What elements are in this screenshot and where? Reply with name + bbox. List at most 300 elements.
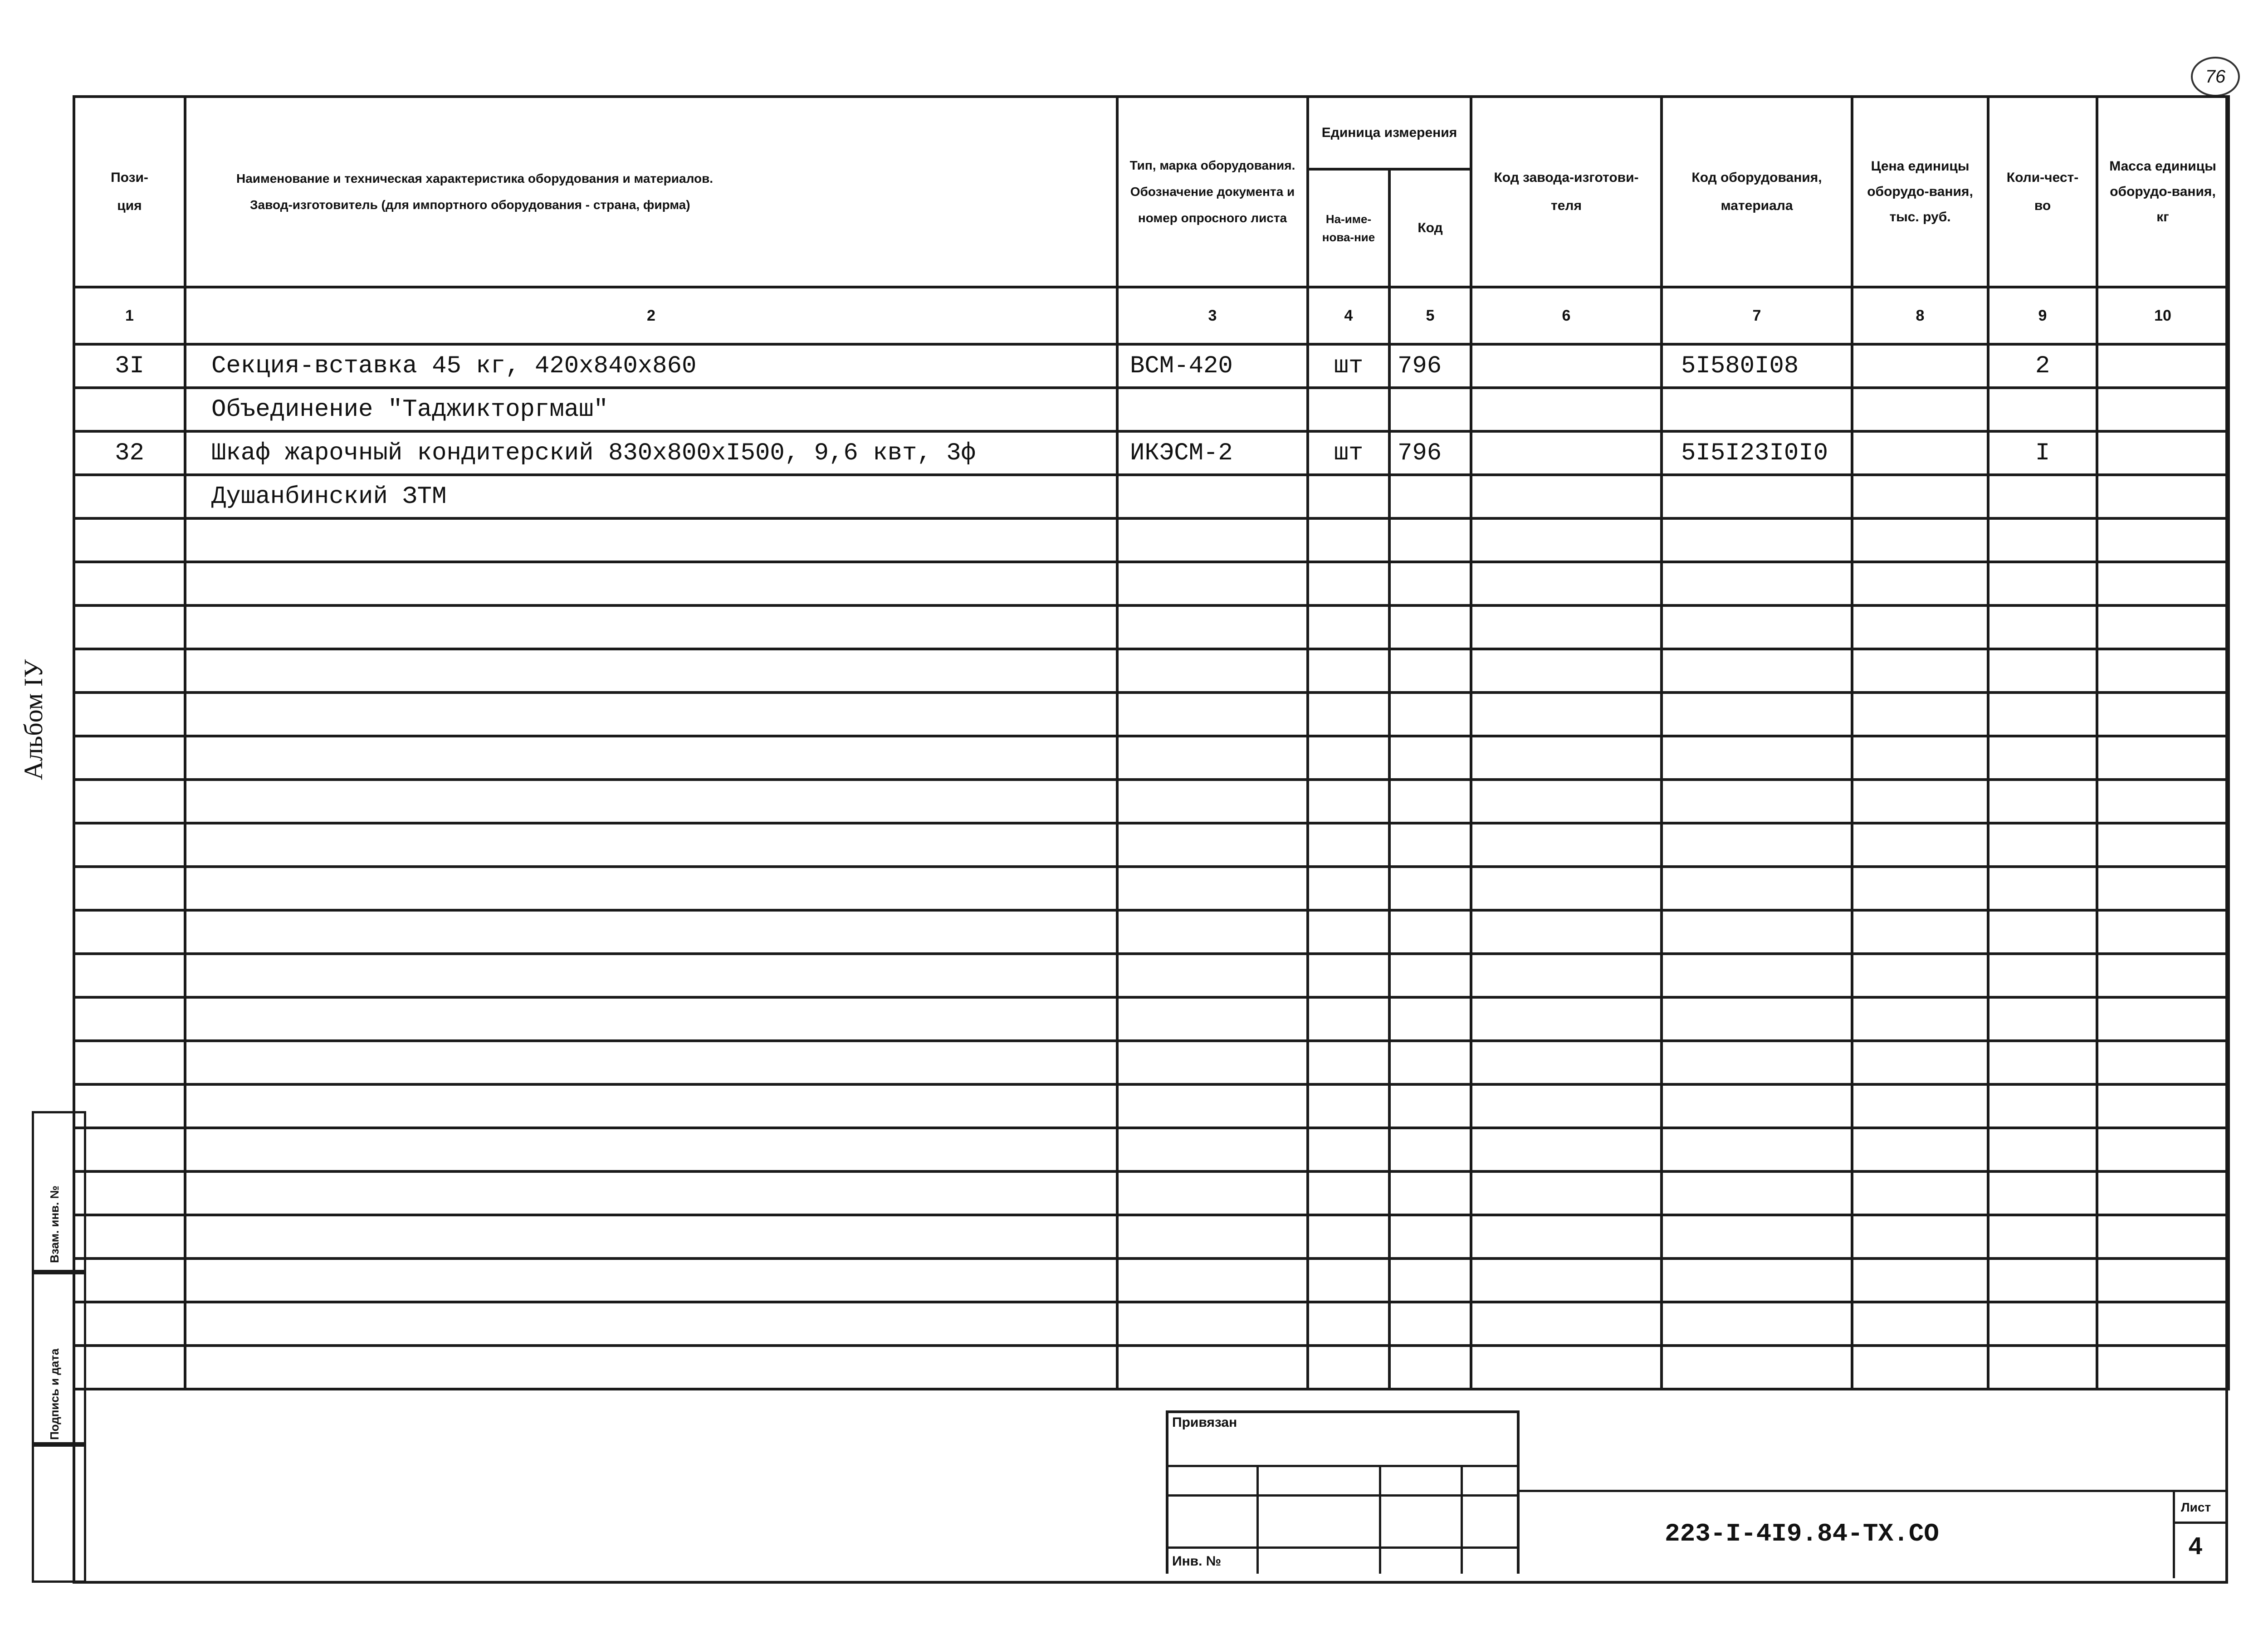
empty-cell bbox=[74, 1302, 185, 1346]
empty-cell bbox=[2097, 1258, 2229, 1302]
column-number: 3 bbox=[1117, 287, 1308, 344]
empty-cell bbox=[1389, 1128, 1471, 1171]
empty-cell bbox=[185, 910, 1117, 954]
table-row bbox=[74, 388, 2229, 431]
empty-cell bbox=[1117, 823, 1308, 867]
empty-cell bbox=[1117, 1215, 1308, 1258]
empty-cell bbox=[74, 1084, 185, 1128]
empty-cell bbox=[1988, 649, 2097, 693]
empty-cell bbox=[185, 867, 1117, 910]
empty-cell bbox=[1389, 649, 1471, 693]
empty-cell bbox=[1988, 562, 2097, 605]
empty-cell bbox=[1308, 518, 1389, 562]
cell-name: Объединение "Таджикторгмаш" bbox=[185, 388, 1117, 431]
header-name bbox=[185, 97, 1117, 287]
empty-cell bbox=[74, 605, 185, 649]
empty-cell bbox=[1852, 1302, 1988, 1346]
header-quantity: Коли-чест-во bbox=[1988, 97, 2097, 287]
empty-cell bbox=[74, 823, 185, 867]
empty-cell bbox=[1471, 518, 1662, 562]
column-number: 9 bbox=[1988, 287, 2097, 344]
empty-cell bbox=[1117, 867, 1308, 910]
empty-cell bbox=[1471, 1346, 1662, 1389]
header-name-line2: Завод-изготовитель (для импортного оборудования - страна, фирма) bbox=[250, 198, 690, 212]
empty-cell bbox=[1308, 649, 1389, 693]
empty-cell bbox=[1308, 1128, 1389, 1171]
empty-cell bbox=[1662, 910, 1852, 954]
empty-cell bbox=[185, 1041, 1117, 1084]
album-label: Альбом IУ bbox=[19, 659, 48, 780]
empty-cell bbox=[1389, 1041, 1471, 1084]
empty-cell bbox=[1988, 1346, 2097, 1389]
table-row-empty bbox=[74, 1084, 2229, 1128]
specification-table bbox=[73, 95, 2230, 1390]
empty-cell bbox=[1662, 1258, 1852, 1302]
cell-quantity: I bbox=[1988, 431, 2097, 475]
empty-cell bbox=[1852, 910, 1988, 954]
empty-cell bbox=[185, 1346, 1117, 1389]
empty-cell bbox=[74, 954, 185, 997]
empty-cell bbox=[1471, 693, 1662, 736]
empty-cell bbox=[1988, 693, 2097, 736]
empty-cell bbox=[1308, 736, 1389, 780]
empty-cell bbox=[1471, 1302, 1662, 1346]
cell-mass bbox=[2097, 344, 2229, 388]
cell-mass bbox=[2097, 475, 2229, 518]
cell-plant-code bbox=[1471, 431, 1662, 475]
empty-cell bbox=[74, 780, 185, 823]
empty-cell bbox=[1389, 1084, 1471, 1128]
empty-cell bbox=[1471, 954, 1662, 997]
empty-cell bbox=[1471, 736, 1662, 780]
empty-cell bbox=[2097, 605, 2229, 649]
empty-cell bbox=[1852, 1084, 1988, 1128]
empty-cell bbox=[1852, 736, 1988, 780]
empty-cell bbox=[1389, 693, 1471, 736]
empty-cell bbox=[1988, 780, 2097, 823]
empty-cell bbox=[1988, 1128, 2097, 1171]
table-row-empty bbox=[74, 1346, 2229, 1389]
empty-cell bbox=[1117, 954, 1308, 997]
empty-cell bbox=[1389, 1346, 1471, 1389]
cell-equipment-code: 5I580I08 bbox=[1662, 344, 1852, 388]
empty-cell bbox=[1852, 780, 1988, 823]
empty-cell bbox=[74, 1041, 185, 1084]
empty-cell bbox=[1308, 693, 1389, 736]
column-number: 6 bbox=[1471, 287, 1662, 344]
empty-cell bbox=[1117, 1084, 1308, 1128]
empty-cell bbox=[1308, 867, 1389, 910]
table-row-empty bbox=[74, 823, 2229, 867]
cell-unit: шт bbox=[1308, 431, 1389, 475]
empty-cell bbox=[1662, 780, 1852, 823]
header-type: Тип, марка оборудования. Обозначение документа и номер опросного листа bbox=[1117, 97, 1308, 287]
empty-cell bbox=[1117, 997, 1308, 1041]
empty-cell bbox=[1471, 1041, 1662, 1084]
empty-cell bbox=[1471, 1128, 1662, 1171]
table-row-empty bbox=[74, 1171, 2229, 1215]
empty-cell bbox=[1308, 997, 1389, 1041]
column-number-row bbox=[74, 287, 2229, 344]
page-corner-mark: 76 bbox=[2191, 57, 2240, 97]
cell-quantity bbox=[1988, 388, 2097, 431]
empty-cell bbox=[1471, 910, 1662, 954]
empty-cell bbox=[185, 1084, 1117, 1128]
cell-type: ИКЭСМ-2 bbox=[1117, 431, 1308, 475]
empty-cell bbox=[1308, 1346, 1389, 1389]
empty-cell bbox=[1389, 605, 1471, 649]
cell-quantity bbox=[1988, 475, 2097, 518]
cell-equipment-code: 5I5I23I0I0 bbox=[1662, 431, 1852, 475]
empty-cell bbox=[185, 997, 1117, 1041]
header-position: Пози- ция bbox=[74, 97, 185, 287]
sheet-cell-divider bbox=[2173, 1522, 2225, 1524]
empty-cell bbox=[1308, 1302, 1389, 1346]
table-row-empty bbox=[74, 649, 2229, 693]
cell-equipment-code bbox=[1662, 388, 1852, 431]
empty-cell bbox=[1471, 867, 1662, 910]
empty-cell bbox=[1852, 518, 1988, 562]
empty-cell bbox=[1389, 823, 1471, 867]
table-row-empty bbox=[74, 693, 2229, 736]
empty-cell bbox=[2097, 1041, 2229, 1084]
stamp-signature-date-label: Подпись и дата bbox=[48, 1348, 61, 1440]
table-row-empty bbox=[74, 867, 2229, 910]
empty-cell bbox=[2097, 780, 2229, 823]
cell-unit-code: 796 bbox=[1389, 344, 1471, 388]
empty-cell bbox=[1852, 693, 1988, 736]
empty-cell bbox=[2097, 1128, 2229, 1171]
empty-cell bbox=[1988, 997, 2097, 1041]
empty-cell bbox=[1117, 1302, 1308, 1346]
empty-cell bbox=[74, 649, 185, 693]
empty-cell bbox=[1117, 1171, 1308, 1215]
table-row-empty bbox=[74, 1215, 2229, 1258]
empty-cell bbox=[1389, 1215, 1471, 1258]
empty-cell bbox=[1471, 1084, 1662, 1128]
empty-cell bbox=[1988, 605, 2097, 649]
empty-cell bbox=[2097, 693, 2229, 736]
empty-cell bbox=[1471, 1171, 1662, 1215]
table-row-empty bbox=[74, 997, 2229, 1041]
empty-cell bbox=[1988, 1215, 2097, 1258]
cell-price bbox=[1852, 344, 1988, 388]
empty-cell bbox=[1117, 649, 1308, 693]
table-row-empty bbox=[74, 1302, 2229, 1346]
empty-cell bbox=[2097, 823, 2229, 867]
empty-cell bbox=[1662, 649, 1852, 693]
empty-cell bbox=[1389, 736, 1471, 780]
empty-cell bbox=[2097, 1215, 2229, 1258]
empty-cell bbox=[74, 1171, 185, 1215]
empty-cell bbox=[1852, 823, 1988, 867]
empty-cell bbox=[1471, 823, 1662, 867]
column-number: 4 bbox=[1308, 287, 1389, 344]
empty-cell bbox=[1308, 910, 1389, 954]
empty-cell bbox=[185, 1128, 1117, 1171]
table-row-empty bbox=[74, 910, 2229, 954]
empty-cell bbox=[1662, 605, 1852, 649]
header-name-line1: Наименование и техническая характеристика оборудования и материалов. bbox=[236, 171, 714, 185]
cell-name: Душанбинский ЗТМ bbox=[185, 475, 1117, 518]
empty-cell bbox=[1308, 1171, 1389, 1215]
empty-cell bbox=[185, 1302, 1117, 1346]
cell-plant-code bbox=[1471, 475, 1662, 518]
table-row-empty bbox=[74, 1128, 2229, 1171]
empty-cell bbox=[1117, 562, 1308, 605]
empty-cell bbox=[1117, 1346, 1308, 1389]
empty-cell bbox=[1662, 736, 1852, 780]
empty-cell bbox=[1662, 1128, 1852, 1171]
empty-cell bbox=[1662, 1041, 1852, 1084]
table-body bbox=[74, 344, 2229, 1389]
empty-cell bbox=[1117, 736, 1308, 780]
empty-cell bbox=[2097, 1171, 2229, 1215]
empty-cell bbox=[74, 867, 185, 910]
empty-cell bbox=[1117, 1041, 1308, 1084]
empty-cell bbox=[1852, 1346, 1988, 1389]
empty-cell bbox=[1662, 954, 1852, 997]
empty-cell bbox=[1471, 997, 1662, 1041]
sheet-label: Лист bbox=[2181, 1500, 2211, 1514]
empty-cell bbox=[185, 780, 1117, 823]
empty-cell bbox=[2097, 997, 2229, 1041]
empty-cell bbox=[185, 736, 1117, 780]
empty-cell bbox=[1308, 1041, 1389, 1084]
cell-price bbox=[1852, 388, 1988, 431]
empty-cell bbox=[1389, 518, 1471, 562]
empty-cell bbox=[1662, 562, 1852, 605]
empty-cell bbox=[1988, 736, 2097, 780]
table-row bbox=[74, 344, 2229, 388]
empty-cell bbox=[1389, 1302, 1471, 1346]
empty-cell bbox=[2097, 954, 2229, 997]
empty-cell bbox=[1389, 780, 1471, 823]
column-number: 10 bbox=[2097, 287, 2229, 344]
empty-cell bbox=[1308, 823, 1389, 867]
cell-unit-code: 796 bbox=[1389, 431, 1471, 475]
empty-cell bbox=[1988, 1041, 2097, 1084]
inventory-label: Инв. № bbox=[1172, 1554, 1222, 1569]
column-number: 8 bbox=[1852, 287, 1988, 344]
empty-cell bbox=[1988, 1084, 2097, 1128]
empty-cell bbox=[185, 693, 1117, 736]
empty-cell bbox=[1117, 910, 1308, 954]
empty-cell bbox=[1389, 562, 1471, 605]
empty-cell bbox=[74, 1346, 185, 1389]
empty-cell bbox=[74, 910, 185, 954]
empty-cell bbox=[1662, 518, 1852, 562]
empty-cell bbox=[1852, 1128, 1988, 1171]
empty-cell bbox=[1988, 518, 2097, 562]
empty-cell bbox=[1852, 605, 1988, 649]
header-mass: Масса единицы оборудо-вания, кг bbox=[2097, 97, 2229, 287]
empty-cell bbox=[1308, 780, 1389, 823]
empty-cell bbox=[1389, 910, 1471, 954]
table-row-empty bbox=[74, 605, 2229, 649]
empty-cell bbox=[185, 605, 1117, 649]
stamp-replaced-inventory-label: Взам. инв. № bbox=[48, 1185, 61, 1263]
empty-cell bbox=[2097, 649, 2229, 693]
stamp-original-inventory bbox=[32, 1442, 86, 1583]
empty-cell bbox=[1852, 1171, 1988, 1215]
empty-cell bbox=[1471, 780, 1662, 823]
cell-position bbox=[74, 475, 185, 518]
empty-cell bbox=[2097, 910, 2229, 954]
empty-cell bbox=[1988, 1302, 2097, 1346]
cell-type: ВСМ-420 bbox=[1117, 344, 1308, 388]
document-code: 223-I-4I9.84-ТХ.СО bbox=[1665, 1519, 1939, 1548]
cell-plant-code bbox=[1471, 388, 1662, 431]
empty-cell bbox=[1662, 997, 1852, 1041]
header-price: Цена единицы оборудо-вания, тыс. руб. bbox=[1852, 97, 1988, 287]
empty-cell bbox=[1988, 867, 2097, 910]
empty-cell bbox=[1471, 1215, 1662, 1258]
empty-cell bbox=[2097, 1346, 2229, 1389]
empty-cell bbox=[1117, 605, 1308, 649]
cell-unit bbox=[1308, 475, 1389, 518]
cell-type bbox=[1117, 388, 1308, 431]
cell-mass bbox=[2097, 431, 2229, 475]
cell-unit bbox=[1308, 388, 1389, 431]
empty-cell bbox=[74, 562, 185, 605]
table-row-empty bbox=[74, 518, 2229, 562]
empty-cell bbox=[1308, 1215, 1389, 1258]
empty-cell bbox=[74, 1128, 185, 1171]
empty-cell bbox=[185, 1258, 1117, 1302]
cell-price bbox=[1852, 475, 1988, 518]
empty-cell bbox=[2097, 1084, 2229, 1128]
empty-cell bbox=[1117, 1128, 1308, 1171]
empty-cell bbox=[2097, 867, 2229, 910]
cell-equipment-code bbox=[1662, 475, 1852, 518]
empty-cell bbox=[1852, 1215, 1988, 1258]
header-unit-group: Единица измерения bbox=[1308, 97, 1471, 169]
sheet-number: 4 bbox=[2189, 1532, 2203, 1560]
empty-cell bbox=[185, 518, 1117, 562]
empty-cell bbox=[1662, 1215, 1852, 1258]
cell-price bbox=[1852, 431, 1988, 475]
table-row-empty bbox=[74, 780, 2229, 823]
empty-cell bbox=[185, 823, 1117, 867]
empty-cell bbox=[1389, 997, 1471, 1041]
empty-cell bbox=[74, 693, 185, 736]
empty-cell bbox=[2097, 1302, 2229, 1346]
empty-cell bbox=[1117, 518, 1308, 562]
empty-cell bbox=[2097, 562, 2229, 605]
empty-cell bbox=[185, 1215, 1117, 1258]
empty-cell bbox=[1471, 605, 1662, 649]
table-row bbox=[74, 431, 2229, 475]
column-number: 1 bbox=[74, 287, 185, 344]
empty-cell bbox=[1117, 780, 1308, 823]
empty-cell bbox=[1852, 1041, 1988, 1084]
empty-cell bbox=[1852, 649, 1988, 693]
empty-cell bbox=[1852, 997, 1988, 1041]
empty-cell bbox=[185, 1171, 1117, 1215]
empty-cell bbox=[1662, 867, 1852, 910]
empty-cell bbox=[1988, 1171, 2097, 1215]
empty-cell bbox=[1852, 867, 1988, 910]
empty-cell bbox=[74, 1258, 185, 1302]
empty-cell bbox=[1662, 1171, 1852, 1215]
header-unit-code: Код bbox=[1389, 169, 1471, 287]
empty-cell bbox=[1389, 1258, 1471, 1302]
empty-cell bbox=[74, 997, 185, 1041]
cell-name: Секция-вставка 45 кг, 420х840х860 bbox=[185, 344, 1117, 388]
empty-cell bbox=[1471, 562, 1662, 605]
empty-cell bbox=[1471, 649, 1662, 693]
empty-cell bbox=[1389, 867, 1471, 910]
header-plant-code: Код завода-изготови-теля bbox=[1471, 97, 1662, 287]
cell-unit-code bbox=[1389, 388, 1471, 431]
empty-cell bbox=[1662, 1346, 1852, 1389]
column-number: 2 bbox=[185, 287, 1117, 344]
header-unit-name: На-име-нова-ние bbox=[1308, 169, 1389, 287]
empty-cell bbox=[2097, 736, 2229, 780]
empty-cell bbox=[1308, 562, 1389, 605]
empty-cell bbox=[185, 649, 1117, 693]
cell-quantity: 2 bbox=[1988, 344, 2097, 388]
empty-cell bbox=[74, 736, 185, 780]
empty-cell bbox=[1662, 1302, 1852, 1346]
empty-cell bbox=[185, 954, 1117, 997]
cell-unit: шт bbox=[1308, 344, 1389, 388]
empty-cell bbox=[1988, 910, 2097, 954]
table-row-empty bbox=[74, 562, 2229, 605]
table-row-empty bbox=[74, 1041, 2229, 1084]
cell-type bbox=[1117, 475, 1308, 518]
empty-cell bbox=[1308, 1084, 1389, 1128]
cell-plant-code bbox=[1471, 344, 1662, 388]
cell-position: 3I bbox=[74, 344, 185, 388]
empty-cell bbox=[1852, 954, 1988, 997]
empty-cell bbox=[1662, 693, 1852, 736]
empty-cell bbox=[2097, 518, 2229, 562]
column-number: 5 bbox=[1389, 287, 1471, 344]
cell-position: 32 bbox=[74, 431, 185, 475]
empty-cell bbox=[1852, 562, 1988, 605]
empty-cell bbox=[1308, 605, 1389, 649]
binding-label: Привязан bbox=[1172, 1415, 1237, 1430]
empty-cell bbox=[1852, 1258, 1988, 1302]
empty-cell bbox=[1389, 1171, 1471, 1215]
column-number: 7 bbox=[1662, 287, 1852, 344]
empty-cell bbox=[1117, 693, 1308, 736]
empty-cell bbox=[1988, 1258, 2097, 1302]
empty-cell bbox=[1662, 823, 1852, 867]
cell-position bbox=[74, 388, 185, 431]
empty-cell bbox=[1117, 1258, 1308, 1302]
cell-name: Шкаф жарочный кондитерский 830х800хI500, 9,6 квт, 3ф bbox=[185, 431, 1117, 475]
cell-mass bbox=[2097, 388, 2229, 431]
table-row-empty bbox=[74, 954, 2229, 997]
table-row-empty bbox=[74, 1258, 2229, 1302]
header-equipment-code: Код оборудования, материала bbox=[1662, 97, 1852, 287]
empty-cell bbox=[1389, 954, 1471, 997]
empty-cell bbox=[74, 1215, 185, 1258]
table-header bbox=[74, 97, 2229, 287]
table-row-empty bbox=[74, 736, 2229, 780]
empty-cell bbox=[185, 562, 1117, 605]
empty-cell bbox=[74, 518, 185, 562]
empty-cell bbox=[1308, 1258, 1389, 1302]
cell-unit-code bbox=[1389, 475, 1471, 518]
empty-cell bbox=[1308, 954, 1389, 997]
table-row bbox=[74, 475, 2229, 518]
empty-cell bbox=[1471, 1258, 1662, 1302]
empty-cell bbox=[1988, 823, 2097, 867]
